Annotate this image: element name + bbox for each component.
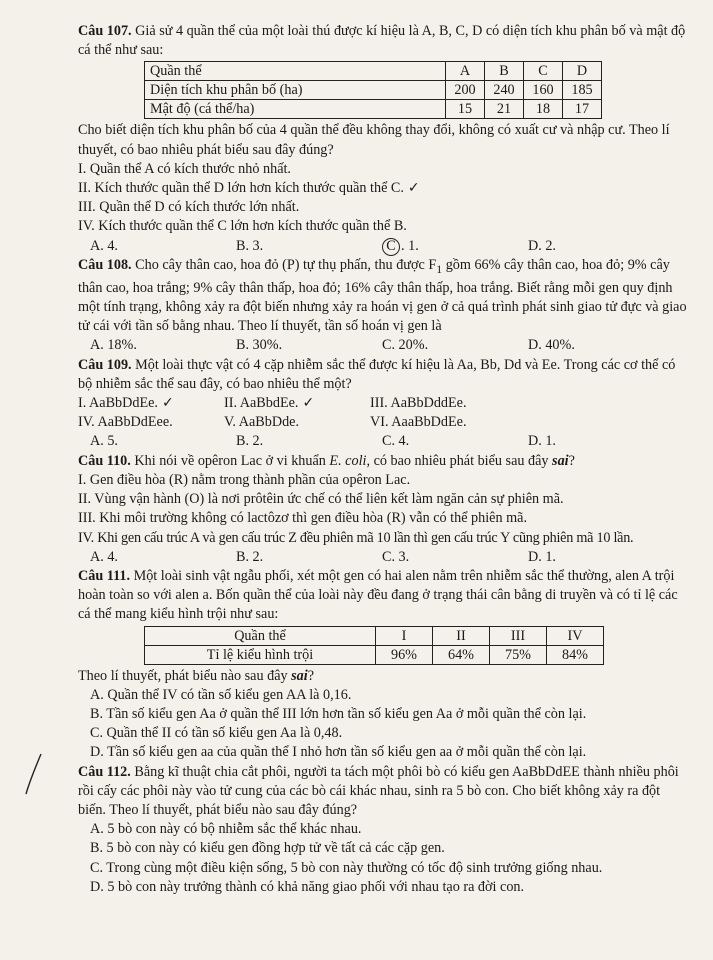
genotype-item: III. AaBbDddEe. <box>370 395 467 412</box>
question-label: Câu 110. <box>78 452 131 469</box>
option-b[interactable]: B. 2. <box>236 433 264 450</box>
question-108 <box>78 256 687 356</box>
genotype-list <box>78 394 687 432</box>
answer-options <box>78 432 687 451</box>
option-c[interactable]: C. Trong cùng một điều kiện sống, 5 bò con này thường có tốc độ sinh trưởng giống nhau. <box>90 859 603 876</box>
option-d[interactable]: D. 2. <box>528 237 556 254</box>
option-a[interactable]: A. 4. <box>90 237 118 254</box>
option-d[interactable]: D. Tần số kiểu gen aa của quần thể I nhỏ hơn tần số kiểu gen aa ở mỗi quần thể còn lại. <box>90 744 587 761</box>
question-107-stem: Câu 107. Giả sử 4 quần thể của một loài thú được kí hiệu là A, B, C, D có diện tích khu phân bố và mật độ cá thể như sau: <box>78 23 686 59</box>
check-mark-icon: ✓ <box>302 395 315 412</box>
genotype-item: V. AaBbDde. <box>224 414 300 431</box>
genotype-item: I. AaBbDdEe. ✓ <box>78 395 174 412</box>
option-b[interactable]: B. 2. <box>236 548 264 565</box>
check-mark-icon: ✓ <box>407 180 420 197</box>
option-c[interactable]: C. 4. <box>382 433 410 450</box>
answer-options <box>78 237 687 256</box>
option-b[interactable]: B. 30%. <box>236 337 283 354</box>
option-a[interactable]: A. 18%. <box>90 337 137 354</box>
option-a[interactable]: A. 4. <box>90 548 118 565</box>
option-c[interactable]: C. 20%. <box>382 337 429 354</box>
option-d[interactable]: D. 1. <box>528 433 556 450</box>
question-110-stem: Câu 110. Khi nói về opêron Lac ở vi khuẩn E. coli, có bao nhiêu phát biểu sau đây sai? <box>78 452 575 469</box>
question-label: Câu 109. <box>78 356 132 373</box>
option-d[interactable]: D. 1. <box>528 548 556 565</box>
question-107 <box>78 22 687 256</box>
question-label: Câu 108. <box>78 256 132 273</box>
population-table-107 <box>144 61 602 119</box>
option-d[interactable]: D. 40%. <box>528 337 575 354</box>
option-c[interactable]: C. Quần thể II có tần số kiểu gen Aa là 0,48. <box>90 725 343 742</box>
circled-answer-icon: C <box>382 238 400 256</box>
question-112 <box>78 763 687 897</box>
answer-options <box>78 548 687 567</box>
question-110 <box>78 452 687 567</box>
statement: III. Khi môi trường không có lactôzơ thì gen điều hòa (R) vẫn có thể phiên mã. <box>78 510 527 527</box>
statement: II. Kích thước quần thể D lớn hơn kích thước quần thể C. ✓ <box>78 180 420 197</box>
table-row: Diện tích khu phân bố (ha) 200 240 160 185 <box>145 81 602 100</box>
question-107-context: Cho biết diện tích khu phân bố của 4 quần thể đều không thay đổi, không có xuất cư và nhập cư. Theo lí thuyết, có bao nhiêu phát biểu sau đây đúng? <box>78 122 670 158</box>
question-112-stem: Câu 112. Bằng kĩ thuật chia cắt phôi, người ta tách một phôi bò có kiểu gen AaBbDdEE thành nhiều phôi rồi cấy các phôi này vào tử cung của các bò cái khác nhau, sinh ra 5 bò con. Cho biết không xảy ra đột biến. Theo lí thuyết, phát biểu nào sau đây đúng? <box>78 763 679 818</box>
pen-stroke-icon <box>24 752 44 796</box>
question-108-stem: Câu 108. Cho cây thân cao, hoa đỏ (P) tự thụ phấn, thu được $F_1$ gồm 66% cây thân cao, hoa đỏ; 9% cây thân cao, hoa trắng; 9% cây thân thấp, hoa đỏ; 16% cây thân thấp, hoa trắng. Biết rằng mỗi gen quy định một tính trạng, không xảy ra đột biến nhưng xảy ra hoán vị gen ở cả quá trình phát sinh giao tử đực và giao tử cái với tần số bằng nhau. Theo lí thuyết, tần số hoán vị gen là <box>78 256 687 335</box>
statement: I. Gen điều hòa (R) nằm trong thành phần của opêron Lac. <box>78 471 411 488</box>
question-label: Câu 107. <box>78 23 132 39</box>
table-row: Quần thể I II III IV <box>145 626 604 645</box>
genotype-item: VI. AaaBbDdEe. <box>370 414 467 431</box>
statement: I. Quần thể A có kích thước nhỏ nhất. <box>78 160 291 177</box>
question-109 <box>78 356 687 452</box>
table-row: Quần thể A B C D <box>145 62 602 81</box>
question-109-stem: Câu 109. Một loài thực vật có 4 cặp nhiễm sắc thể được kí hiệu là Aa, Bb, Dd và Ee. Trong các cơ thể có bộ nhiễm sắc thể sau đây, có bao nhiêu thể một? <box>78 356 676 392</box>
question-111-stem: Câu 111. Một loài sinh vật ngẫu phối, xét một gen có hai alen nằm trên nhiễm sắc thể thường, alen A trội hoàn toàn so với alen a. Bốn quần thể của loài này đều đang ở trạng thái cân bằng di truyền và có tỉ lệ các cá thể mang kiểu hình trội như sau: <box>78 567 678 623</box>
genotype-item: IV. AaBbDdEee. <box>78 414 173 431</box>
option-b[interactable]: B. 5 bò con này có kiểu gen đồng hợp tử về tất cả các cặp gen. <box>90 840 445 857</box>
question-111 <box>78 567 687 763</box>
statement: III. Quần thể D có kích thước lớn nhất. <box>78 199 300 216</box>
check-mark-icon: ✓ <box>161 395 174 412</box>
statement: IV. Kích thước quần thể C lớn hơn kích thước quần thể B. <box>78 218 407 235</box>
question-label: Câu 112. <box>78 763 131 780</box>
statement: IV. Khi gen cấu trúc A và gen cấu trúc Z đều phiên mã 10 lần thì gen cấu trúc Y cũng phiên mã 10 lần. <box>78 529 634 546</box>
table-row: Mật độ (cá thể/ha) 15 21 18 17 <box>145 100 602 119</box>
table-row: Tỉ lệ kiểu hình trội 96% 64% 75% 84% <box>145 645 604 664</box>
statement: II. Vùng vận hành (O) là nơi prôtêin ức chế có thể liên kết làm ngăn cản sự phiên mã. <box>78 491 564 508</box>
phenotype-table-111 <box>144 626 604 665</box>
answer-options <box>78 336 687 355</box>
option-b[interactable]: B. Tần số kiểu gen Aa ở quần thể III lớn hơn tần số kiểu gen Aa ở mỗi quần thể còn lại. <box>90 705 587 722</box>
option-d[interactable]: D. 5 bò con này trưởng thành có khả năng giao phối với nhau tạo ra đời con. <box>90 878 525 895</box>
genotype-item: II. AaBbdEe. ✓ <box>224 395 315 412</box>
option-b[interactable]: B. 3. <box>236 237 264 254</box>
option-c[interactable]: C . 1. <box>382 237 528 256</box>
option-c[interactable]: C. 3. <box>382 548 410 565</box>
option-a[interactable]: A. 5. <box>90 433 118 450</box>
question-label: Câu 111. <box>78 567 131 584</box>
question-111-prompt: Theo lí thuyết, phát biểu nào sau đây sai? <box>78 667 315 684</box>
option-a[interactable]: A. Quần thể IV có tần số kiểu gen AA là 0,16. <box>90 686 352 703</box>
option-a[interactable]: A. 5 bò con này có bộ nhiễm sắc thể khác nhau. <box>90 821 362 838</box>
